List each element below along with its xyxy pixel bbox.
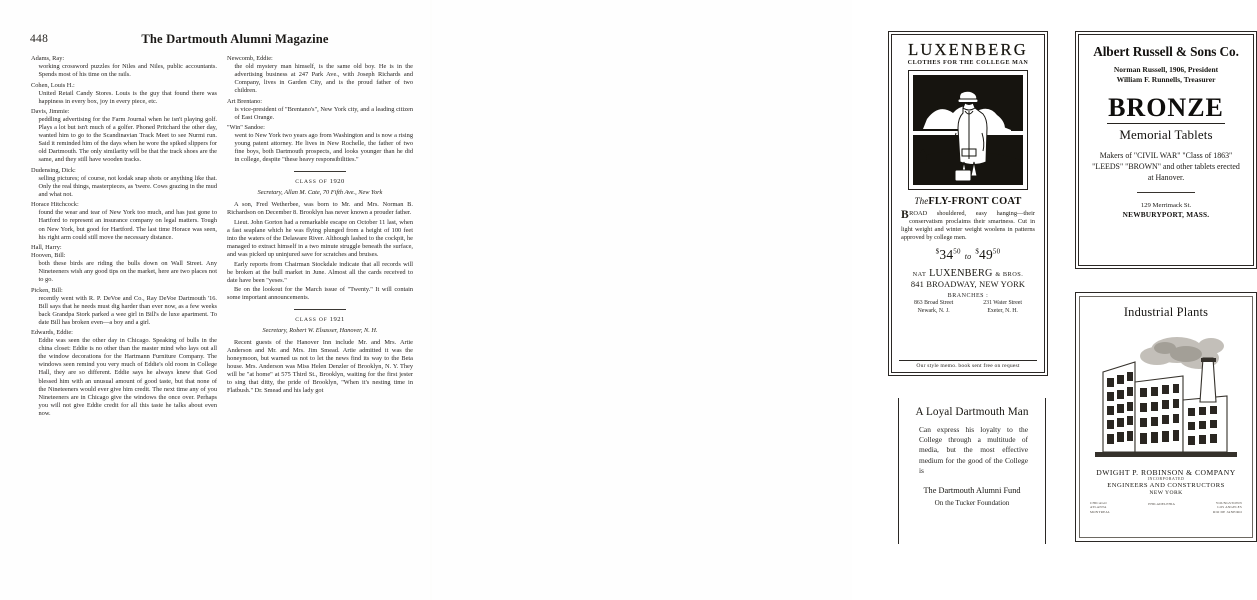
branches-label: BRANCHES :	[947, 292, 989, 299]
class-note-entry	[227, 124, 413, 164]
luxenberg-firm-line	[899, 268, 1037, 279]
class-heading-year: 1920	[329, 178, 345, 186]
industrial-firm-name: DWIGHT P. ROBINSON & COMPANY	[1096, 468, 1236, 477]
branch-city: YOUNGSTOWN	[1215, 501, 1242, 505]
class-note-entry	[31, 244, 217, 252]
class-note-entry	[31, 108, 217, 164]
class-note-body: Eddie was seen the other day in Chicago. Speaking of bulls in the china closet: Eddie is no other than the master mind who lays out all the window decorations for the Hartmann Furniture Company. The windows seen remind you very much of Eddie's old room in College Hall, they are so different. Eddie says he always knew that God blessed him with an unusual amount of good taste, but that none of the Nineteeners would ever give him credit. The next time any of you Nineteeners are in Chicago give the windows the once over. Perhaps you will not give Eddie credit for all this taste he talks about even now.	[38, 337, 217, 417]
branch-city: MONTREAL	[1090, 509, 1111, 514]
class-note-paragraph: Recent guests of the Hanover Inn include Mr. and Mrs. Artie Anderson and Mr. and Mrs. Jim Smead. Artie admitted it was the honeymoon, but warned us not to let the news find its way to the Beta house. Mrs. Anderson was Miss Helen Denzler of Brooklyn, N. Y. They will be "at home" at 575 Third St., Brooklyn, waiting for the first jester to sing that ditty, the pride of Brooklyn, "When it's nesting time in Flatbush." Dr. Smead and his lady got	[227, 338, 413, 395]
class-note-body: working crossword puzzles for Niles and Niles, public accountants. Spends most of his time on the rails.	[38, 63, 217, 79]
class-note-entry	[31, 252, 217, 284]
loyal-title: A Loyal Dartmouth Man	[915, 406, 1029, 418]
luxenberg-price-range	[899, 247, 1037, 263]
branch-street: 863 Broad Street	[913, 300, 954, 307]
branches-list	[899, 300, 1037, 315]
currency-high: $	[975, 247, 980, 256]
branch-city: LOS ANGELES	[1217, 505, 1242, 510]
alumni-fund-name: The Dartmouth Alumni Fund	[923, 486, 1021, 496]
branch-city: CHICAGO	[1090, 501, 1107, 505]
class-note-name: Cohen, Louis H.:	[31, 81, 75, 89]
russell-treasurer: William F. Runnells, Treasurer	[1116, 75, 1216, 84]
class-note-body: the old mystery man himself, is the same old boy. He is in the advertising business at 247 Park Ave., with Joseph Richards and Company, lives in Garden City, and is the proud father of two children.	[234, 63, 413, 95]
class-note-entry	[31, 167, 217, 199]
russell-president: Norman Russell, 1906, President	[1113, 65, 1219, 74]
class-note-body: recently went with R. P. DeVoe and Co., Ray DeVoe Dartmouth '16. Bill says that he needs must dig harder than ever now, as a few weeks back Grandpa Stork parked a wee girl in Bill's de luxe apartment. To date Bill has broken even—a boy and a girl.	[38, 294, 217, 326]
class-secretary: Secretary, Allan M. Cate, 70 Fifth Ave., New York	[257, 189, 383, 197]
section-divider	[294, 171, 346, 172]
class-note-entry	[31, 329, 217, 418]
class-heading-year: 1921	[329, 316, 345, 324]
class-note-name: Hooven, Bill:	[31, 252, 66, 260]
russell-officers	[1087, 65, 1245, 85]
divider	[1107, 123, 1225, 124]
firm-suffix: & BROS.	[995, 270, 1024, 278]
product-name: FLY-FRONT COAT	[928, 195, 1022, 207]
class-note-name: Edwards, Eddie:	[31, 329, 73, 337]
class-note-name: Davis, Jimmie:	[31, 108, 70, 116]
class-note-body: selling pictures; of course, not kodak snap shots or anything like that. Only the real things, masterpieces, as 'twere. Cows grazing in the mud and what not.	[38, 174, 217, 198]
advertising-page	[432, 0, 1242, 600]
class-note-body: both these birds are riding the bulls down on Wall Street. Any Nineteeners wish any good tips on the market, here are two places not to go.	[38, 260, 217, 284]
russell-street: 129 Merrimack St.	[1140, 202, 1192, 209]
currency-low: $	[935, 247, 940, 256]
tucker-foundation-line: On the Tucker Foundation	[934, 499, 1010, 508]
class-note-name: "Win" Sandoe:	[227, 124, 265, 132]
branch-city: Exeter, N. H.	[987, 307, 1018, 314]
loyal-copy: Can express his loyalty to the College through a multitude of media, but the most effective medium for the good of the College is	[919, 425, 1028, 475]
branch-item	[914, 300, 953, 315]
cities-middle	[1148, 501, 1175, 506]
price-to: to	[964, 251, 972, 261]
industrial-branch-cities	[1087, 501, 1245, 514]
class-note-body: peddling advertising for the Farm Journal when he isn't playing golf. Plays a lot but isn't much of a golfer. Phoned Pritchard the other day, wanted him to go to the Scandinavian Track Meet to see Nurmi run. Said it reminded him of the days when he wore the spiked slippers for old Dartmouth. The only similarity will be that the track shoes are the same, and they still have wooden tracks.	[38, 116, 217, 164]
class-heading	[227, 178, 413, 186]
price-high-cents: 50	[992, 247, 1001, 256]
class-note-entry	[227, 98, 413, 122]
class-heading	[227, 316, 413, 324]
class-note-paragraph: Early reports from Chairman Stockdale indicate that all records will be broken at the bull market in June. Almost all the cards received to date have been "yeses."	[227, 260, 413, 284]
class-note-body: is vice-president of "Brentano's", New York city, and a leading citizen of East Orange.	[234, 105, 413, 121]
branch-item	[983, 300, 1022, 315]
industrial-illustration	[1091, 324, 1241, 462]
class-note-entry	[31, 55, 217, 79]
class-note-paragraph: A son, Fred Wetherbee, was born to Mr. and Mrs. Norman B. Richardson on December 8. Brooklyn has never known a prouder father.	[227, 200, 413, 217]
class-note-entry	[31, 201, 217, 241]
class-heading-of: OF	[316, 179, 330, 186]
class-note-name: Adams, Ray:	[31, 55, 65, 62]
class-note-name: Hall, Harry:	[31, 243, 62, 251]
russell-city: NEWBURYPORT, MASS.	[1122, 210, 1210, 219]
cities-right	[1213, 501, 1242, 514]
class-note-body: found the wear and tear of New York too much, and has just gone to Hartford to represent an insurance company on legal matters. Tough on New York, but good for Hartford. The last time Horace was seen, his right arm could still move the necessary distance.	[38, 209, 217, 241]
luxenberg-copy	[899, 210, 1037, 242]
class-note-name: Picken, Bill:	[31, 286, 63, 294]
copy-text: ROAD shouldered, easy hanging—their conservatism proclaims their smartness. Cut in light weight and winter weight woolens in patterns approved by college men.	[901, 209, 1035, 241]
branch-city: Newark, N. J.	[917, 307, 950, 314]
class-note-paragraph: Lieut. John Gorton had a remarkable escape on October 11 last, when a fast seaplane which he was flying plunged from a height of 100 feet into the waters of the Delaware River. Although lashed to the cockpit, he managed to extract himself in a two minute struggle beneath the surface, and was picked up uninjured save for scratches and bruises.	[227, 218, 413, 258]
class-note-entry	[31, 82, 217, 106]
branch-city: ATLANTA	[1090, 505, 1107, 510]
price-high: 49	[979, 246, 993, 262]
firm-prefix: NAT	[912, 270, 927, 278]
ad-albert-russell-sons[interactable]	[1075, 31, 1257, 269]
class-note-entry	[31, 287, 217, 327]
ad-luxenberg[interactable]	[888, 31, 1048, 376]
russell-subhead: Memorial Tablets	[1119, 127, 1213, 142]
class-note-entry	[227, 55, 413, 95]
product-article: The	[914, 195, 929, 206]
text-column-right	[227, 55, 413, 397]
russell-company-name: Albert Russell & Sons Co.	[1093, 44, 1239, 59]
class-note-body: went to New York two years ago from Washington and is now a rising young patent attorney. He lives in New Rochelle, the father of two fine boys, both Dartmouth prospects, and looks younger than he did in college, despite "these heavy responsibilities."	[234, 132, 413, 164]
industrial-role: ENGINEERS AND CONSTRUCTORS	[1107, 482, 1225, 489]
class-note-paragraph: Be on the lookout for the March issue of "Twenty." It will contain some important announcements.	[227, 286, 413, 302]
luxenberg-product-line	[899, 196, 1037, 207]
branch-city: PHILADELPHIA	[1148, 502, 1176, 506]
class-heading-word: CLASS	[295, 179, 317, 186]
editorial-page	[0, 0, 430, 600]
luxenberg-brand: LUXENBERG	[908, 40, 1028, 59]
russell-headline: BRONZE	[1108, 93, 1224, 122]
page-number: 448	[30, 33, 49, 45]
industrial-headquarters: NEW YORK	[1149, 490, 1183, 496]
class-note-name: Horace Hitchcock:	[31, 201, 79, 209]
divider	[1137, 192, 1195, 193]
price-low: 34	[939, 246, 954, 262]
luxenberg-memo-offer: Our style memo. book sent free on request	[899, 360, 1037, 370]
firm-name: LUXENBERG	[929, 267, 993, 279]
class-heading-word: CLASS	[295, 317, 317, 324]
price-low-cents: 50	[953, 247, 961, 256]
copy-dropcap: B	[901, 208, 909, 221]
class-note-body: United Retail Candy Stores. Louis is the guy that found there was happiness in every box, joy in every piece, etc.	[38, 89, 217, 105]
industrial-incorporated: INCORPORATED	[1147, 477, 1185, 481]
cities-left	[1090, 501, 1110, 514]
luxenberg-illustration	[908, 70, 1028, 190]
luxenberg-address: 841 BROADWAY, NEW YORK	[910, 279, 1026, 289]
class-note-name: Art Brentano:	[227, 97, 263, 105]
branch-street: 231 Water Street	[983, 300, 1022, 307]
section-divider	[294, 309, 346, 310]
class-note-name: Dudensing, Dick:	[31, 166, 76, 174]
class-note-name: Newcomb, Eddie:	[227, 55, 273, 62]
class-heading-of: OF	[316, 317, 330, 324]
ad-dartmouth-alumni-fund[interactable]	[898, 398, 1046, 544]
branch-city: RIO DE JANEIRO	[1213, 509, 1242, 514]
magazine-masthead: The Dartmouth Alumni Magazine	[141, 32, 329, 46]
luxenberg-tagline: CLOTHES FOR THE COLLEGE MAN	[907, 59, 1029, 66]
class-secretary: Secretary, Robert W. Elsasser, Hanover, N. H.	[262, 327, 378, 335]
industrial-title: Industrial Plants	[1123, 305, 1209, 319]
ad-industrial-plants[interactable]	[1075, 292, 1257, 542]
russell-makers-text: Makers of "CIVIL WAR" "Class of 1863" "LEEDS" "BROWN" and other tablets erected at Hanover.	[1092, 151, 1240, 182]
text-column-left	[31, 55, 217, 420]
